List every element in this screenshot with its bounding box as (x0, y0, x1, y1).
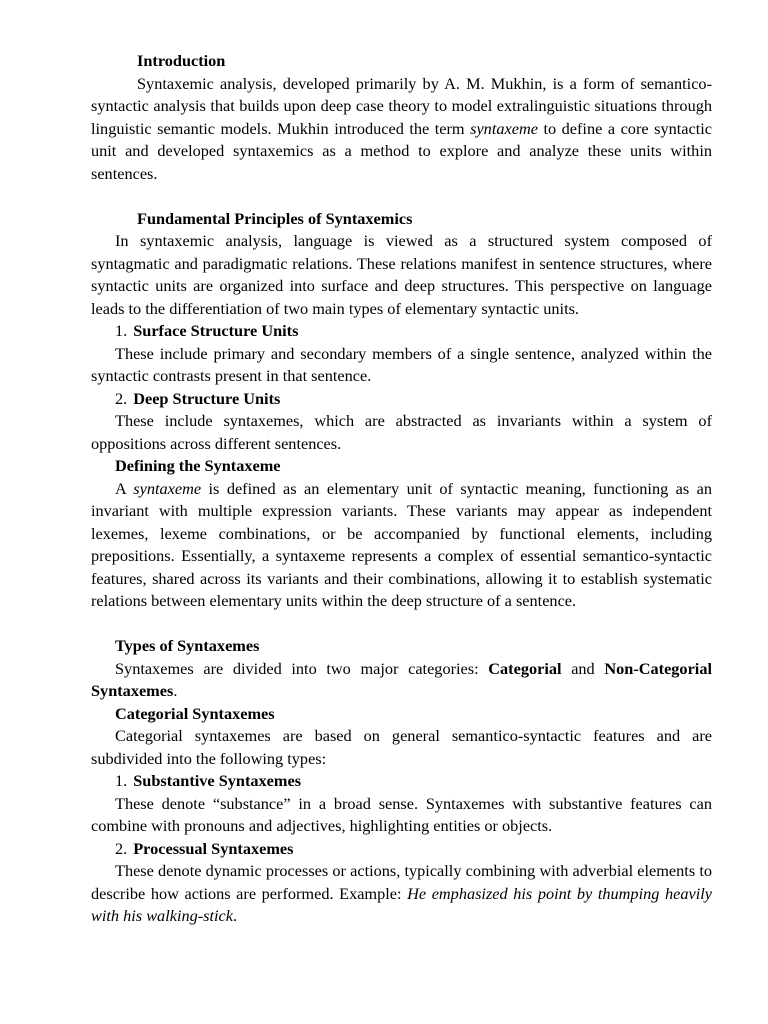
introduction-text-1: Syntaxemic analysis, developed primarily by A. M. Mukhin, is a form of semantico-syntactic analysis that builds upon deep case theory to model extralinguistic situations through linguistic semantic models. Mukhin introduced the term (91, 73, 712, 138)
defining-text-b: is defined as an elementary unit of syntactic meaning, functioning as an invariant with multiple expression variants. These variants may appear as independent lexemes, lexeme combinations, or be accompanied by functional elements, including prepositions. Essentially, a syntaxeme represents a complex of essential semantico-syntactic features, shared across its variants and their combinations, allowing it to establish systematic relations between elementary units within the deep structure of a sentence. (91, 478, 713, 610)
types-paragraph (91, 658, 712, 703)
categorial-item-1-heading (91, 770, 712, 793)
item-number: 2. (115, 838, 128, 858)
defining-paragraph (91, 478, 712, 613)
types-category-2: Non-Categorial Syntaxemes (91, 658, 712, 700)
defining-term: syntaxeme (133, 478, 202, 498)
categorial-item-1-body: These denote “substance” in a broad sense. Syntaxemes with substantive features can combine with pronouns and adjectives, highlighting entities or objects. (91, 793, 712, 835)
categorial-item-2-body (91, 860, 712, 928)
fundamentals-item-1-heading (91, 320, 712, 343)
fundamentals-item-1-body: These include primary and secondary members of a single sentence, analyzed within the syntactic contrasts present in that sentence. (91, 343, 712, 385)
introduction-heading: Introduction (137, 51, 226, 70)
item-title: Substantive Syntaxemes (133, 771, 302, 790)
item-number: 1. (115, 771, 128, 790)
item-title: Surface Structure Units (133, 321, 299, 340)
fundamentals-item-2-heading (91, 388, 712, 411)
types-heading: Types of Syntaxemes (115, 636, 260, 655)
categorial-paragraph: Categorial syntaxemes are based on general semantico-syntactic features and are subdivided into the following types: (91, 726, 712, 768)
document-page (91, 50, 712, 928)
categorial-item-2-example: He emphasized his point by thumping heavily with his walking-stick (91, 883, 712, 925)
categorial-heading: Categorial Syntaxemes (115, 703, 275, 723)
item-title: Processual Syntaxemes (133, 838, 294, 858)
introduction-term: syntaxeme (470, 118, 538, 138)
categorial-item-2-text-end: . (233, 906, 238, 925)
item-number: 1. (115, 321, 128, 340)
section-gap (91, 185, 712, 208)
types-text-end: . (173, 681, 178, 700)
defining-text-a: A (115, 478, 134, 498)
types-text-a: Syntaxemes are divided into two major categories: (115, 658, 489, 678)
fundamentals-heading: Fundamental Principles of Syntaxemics (137, 208, 413, 228)
categorial-item-2-text-a: These denote dynamic processes or actions, typically combining with adverbial elements to describe how actions are performed. Example: (91, 861, 712, 903)
defining-heading: Defining the Syntaxeme (115, 456, 281, 475)
fundamentals-item-2-body: These include syntaxemes, which are abstracted as invariants within a system of oppositions across different sentences. (91, 411, 712, 453)
item-number: 2. (115, 388, 128, 408)
fundamentals-paragraph: In syntaxemic analysis, language is viewed as a structured system composed of syntagmatic and paradigmatic relations. These relations manifest in sentence structures, where syntactic units are organized into surface and deep structures. This perspective on language leads to the differentiation of two main types of elementary syntactic units. (91, 231, 712, 318)
types-text-and: and (561, 658, 605, 678)
introduction-paragraph (91, 73, 712, 186)
section-gap (91, 613, 712, 636)
item-title: Deep Structure Units (133, 388, 281, 408)
types-category-1: Categorial (488, 658, 562, 678)
introduction-text-2: to define a core syntactic unit and developed syntaxemics as a method to explore and analyze these units within sentences. (91, 118, 712, 183)
categorial-item-2-heading (91, 838, 712, 861)
